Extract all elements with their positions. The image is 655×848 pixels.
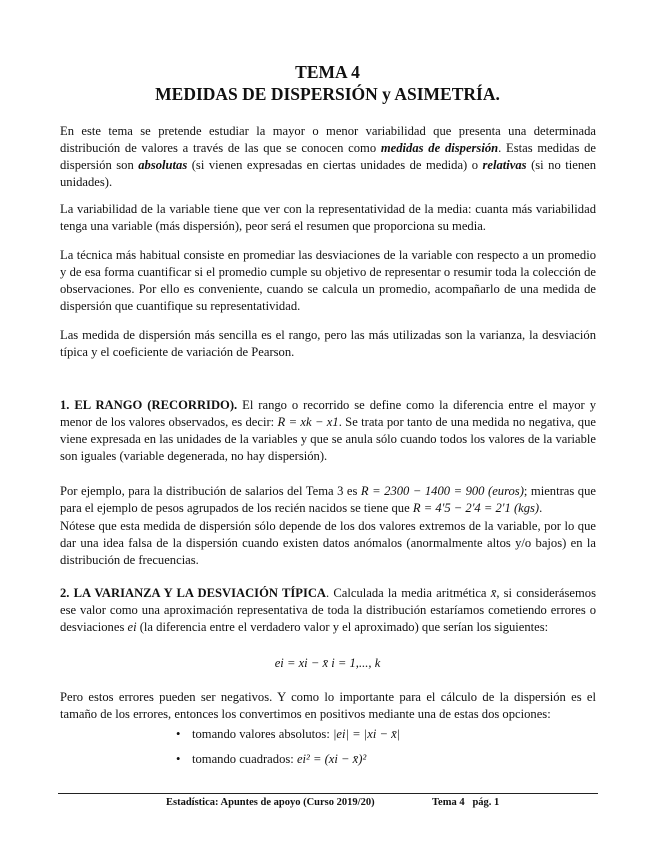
- intro-paragraph-2: La variabilidad de la variable tiene que ver con la representatividad de la media: cuanta más variabilidad tenga una variable (más dispersión), peor será el resumen que proporciona su media.: [60, 202, 596, 233]
- intro-paragraph-3: La técnica más habitual consiste en promediar las desviaciones de la variable con respecto a un promedio y de esa forma cuantificar si el promedio cumple su objetivo de representar o resumir toda la colección de observaciones. Por ello es conveniente, cuando se calcula un promedio, acompañarlo de una medida de dispersión que cuantifique su representatividad.: [60, 248, 596, 313]
- footer-course: Estadística: Apuntes de apoyo (Curso 2019/20): [166, 797, 375, 808]
- section1-paragraph-3: Nótese que esta medida de dispersión sólo depende de los dos valores extremos de la variable, por lo que dar una idea falsa de la dispersión cuando existen datos anómalos (anormalmente altos y/o bajos) en la distribución de frecuencias.: [60, 519, 596, 567]
- section1-heading: 1. EL RANGO (RECORRIDO).: [60, 398, 238, 412]
- deviation-formula: ei = xi − x̄ i = 1,..., k: [274, 656, 381, 670]
- intro-paragraph-4: Las medida de dispersión más sencilla es el rango, pero las más utilizadas son la varianza, la desviación típica y el coeficiente de variación de Pearson.: [60, 328, 596, 359]
- squared-formula: ei² = (xi − x̄)²: [296, 752, 367, 766]
- section1-paragraph-2: Por ejemplo, para la distribución de salarios del Tema 3 es R = 2300 − 1400 = 900 (euros); mientras que para el ejemplo de pesos agrupados de los recién nacidos se tiene que R = 4'5 − 2'4 = 2'1 (kgs).: [60, 484, 596, 515]
- footer-divider: [58, 793, 598, 794]
- section2-heading: 2. LA VARIANZA Y LA DESVIACIÓN TÍPICA: [60, 586, 327, 600]
- section2-paragraph-1: 2. LA VARIANZA Y LA DESVIACIÓN TÍPICA. Calculada la media aritmética x̄, si considerásemos ese valor como una aproximación representativa de toda la distribución estaríamos cometiendo errores o desviaciones ei (la diferencia entre el verdadero valor y el aproximado) que serían los siguientes:: [60, 586, 596, 634]
- footer-page-number: Tema 4 pág. 1: [432, 797, 500, 808]
- intro-paragraph-1: En este tema se pretende estudiar la mayor o menor variabilidad que presenta una determinada distribución de valores a través de las que se conocen como medidas de dispersión. Estas medidas de dispersión son absolutas (si vienen expresadas en ciertas unidades de medida) o relativas (si no tienen unidades).: [60, 124, 597, 189]
- absolute-value-formula: |ei| = |xi − x̄|: [332, 727, 401, 741]
- bullet-squares: • tomando cuadrados: ei² = (xi − x̄)²: [176, 752, 367, 766]
- section1-paragraph-1: 1. EL RANGO (RECORRIDO). El rango o recorrido se define como la diferencia entre el mayor y menor de los valores observados, es decir: R = xk − x1. Se trata por tanto de una medida no negativa, que viene expresada en las unidades de la variables y que se anula sólo cuando todos los valores de la variable son iguales (variable degenerada, no hay dispersión).: [60, 398, 596, 463]
- page-subtitle: MEDIDAS DE DISPERSIÓN y ASIMETRÍA.: [155, 84, 500, 104]
- section2-paragraph-2: Pero estos errores pueden ser negativos. Y como lo importante para el cálculo de la dispersión es el tamaño de los errores, entonces los convertimos en positivos mediante una de estas dos opciones:: [60, 690, 596, 721]
- bullet-absolute-values: • tomando valores absolutos: |ei| = |xi − x̄|: [176, 727, 401, 741]
- page-title: TEMA 4: [295, 62, 360, 82]
